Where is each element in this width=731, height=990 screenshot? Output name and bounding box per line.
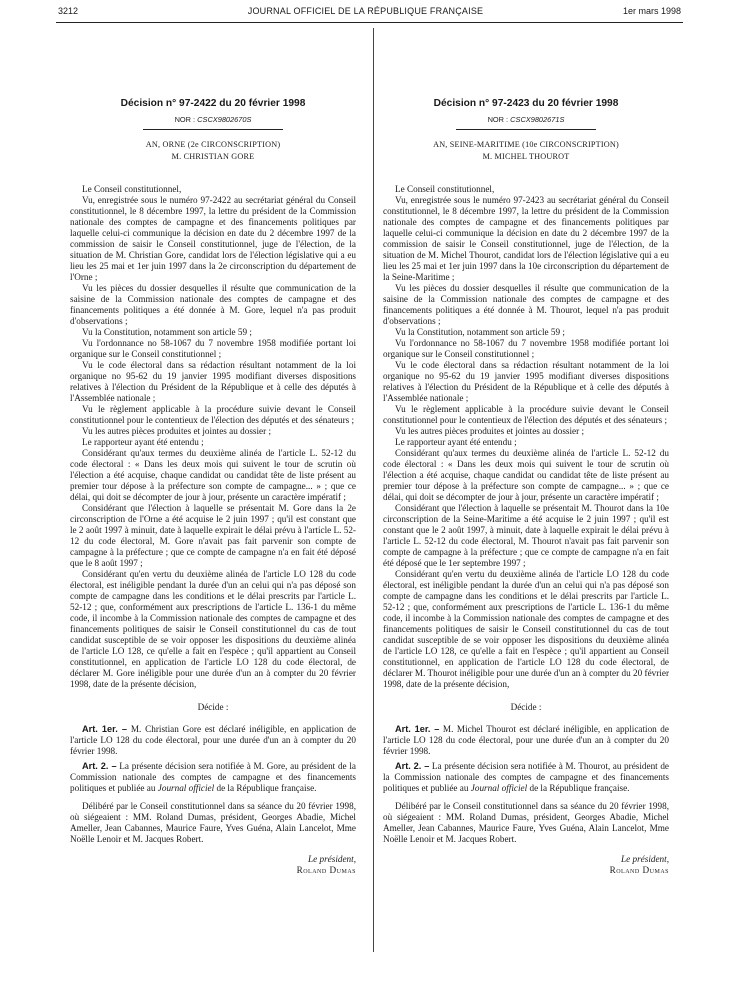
article-1-label: Art. 1er. – bbox=[82, 724, 127, 734]
article-2-label: Art. 2. – bbox=[82, 761, 117, 771]
decision-title: Décision n° 97-2423 du 20 février 1998 bbox=[433, 98, 619, 109]
paragraph-visa: Vu les pièces du dossier desquelles il résulte que communication de la saisine de la Commission nationale des comptes de campagne et des financements politiques a été donnée à M. Thourot, lequel n'a pas produit d'observations ; bbox=[383, 283, 669, 326]
article-1-label: Art. 1er. – bbox=[395, 724, 440, 734]
article-2-text: La présente décision sera notifiée à M. Gore, au président de la Commission nationale des comptes de campagne et des financements politiques et publiée au bbox=[70, 761, 357, 793]
journal-title: JOURNAL OFFICIEL DE LA RÉPUBLIQUE FRANÇAISE bbox=[247, 6, 484, 16]
paragraph-visa: Le rapporteur ayant été entendu ; bbox=[395, 437, 517, 447]
signature-name: Roland Dumas bbox=[296, 865, 356, 875]
paragraph-visa: Vu la Constitution, notamment son article 59 ; bbox=[395, 327, 565, 337]
paragraph-considerant: Considérant que l'élection à laquelle se présentait M. Gore dans la 2e circonscription de l'Orne a été acquise le 2 juin 1997 ; qu'il est constant que le 2 août 1997 à minuit, date à laquelle expirait le délai prévu à l'article L. 52-12 du code électoral, M. Gore n'avait pas fait parvenir son compte de campagne à la préfecture ; que ce compte de campagne n'a en fait été déposé que le 8 août 1997 ; bbox=[70, 503, 356, 568]
article-1-text: M. Michel Thourot est déclaré inéligible, en application de l'article LO 128 du code électoral, pour une durée d'un an à compter du 20 février 1998. bbox=[383, 724, 669, 756]
nor-rule bbox=[456, 129, 596, 130]
deliberation-paragraph: Délibéré par le Conseil constitutionnel dans sa séance du 20 février 1998, où siégeaient : MM. Roland Dumas, président, Georges Abadie, Michel Ameller, Jean Cabannes, Maurice Faure, Yves Guéna, Alain Lancelot, Mme Noëlle Lenoir et M. Jacques Robert. bbox=[383, 801, 669, 844]
article-2-text-end: de la République française. bbox=[527, 783, 630, 793]
signature bbox=[383, 854, 669, 876]
journal-officiel-italic: Journal officiel bbox=[157, 783, 215, 793]
paragraph-visa: Vu les autres pièces produites et jointes au dossier ; bbox=[82, 426, 272, 436]
nor-code: CSCX9802670S bbox=[197, 115, 252, 124]
decision-column-right bbox=[383, 98, 669, 876]
article-2-text-end: de la République française. bbox=[214, 783, 317, 793]
paragraph-visa: Vu l'ordonnance no 58-1067 du 7 novembre 1958 modifiée portant loi organique sur le Conseil constitutionnel ; bbox=[70, 338, 356, 359]
article-1 bbox=[383, 724, 669, 757]
deliberation-paragraph: Délibéré par le Conseil constitutionnel dans sa séance du 20 février 1998, où siégeaient : MM. Roland Dumas, président, Georges Abadie, Michel Ameller, Jean Cabannes, Maurice Faure, Yves Guéna, Alain Lancelot, Mme Noëlle Lenoir et M. Jacques Robert. bbox=[70, 801, 356, 844]
decision-column-left bbox=[70, 98, 356, 876]
article-2-text: La présente décision sera notifiée à M. Thourot, au président de la Commission nationale des comptes de campagne et des financements politiques et publiée au bbox=[383, 761, 669, 793]
decide-heading: Décide : bbox=[197, 702, 229, 712]
paragraph-visa: Vu l'ordonnance no 58-1067 du 7 novembre 1958 modifiée portant loi organique sur le Conseil constitutionnel ; bbox=[383, 338, 669, 359]
paragraph-visa: Vu, enregistrée sous le numéro 97-2423 au secrétariat général du Conseil constitutionnel, le 8 décembre 1997, la lettre du président de la Commission nationale des comptes de campagne et des financements politiques par laquelle celui-ci communique la décision en date du 2 décembre 1997 de la commission de saisir le Conseil constitutionnel, juge de l'élection, de la situation de M. Michel Thourot, candidat lors de l'élection législative qui a eu lieu les 25 mai et 1er juin 1997 dans la 10e circonscription du département de la Seine-Maritime ; bbox=[383, 195, 669, 282]
paragraph-visa: Vu le code électoral dans sa rédaction résultant notamment de la loi organique no 95-62 du 19 janvier 1995 modifiant diverses dispositions relatives à l'élection du Président de la République et à celle des députés à l'Assemblée nationale ; bbox=[383, 360, 669, 403]
decision-subtitle-constituency: AN, SEINE-MARITIME (10e CIRCONSCRIPTION) bbox=[433, 140, 619, 149]
paragraph-considerant: Considérant qu'en vertu du deuxième alinéa de l'article LO 128 du code électoral, est inéligible pendant la durée d'un an celui qui n'a pas déposé son compte de campagne dans les conditions et le délai prescrits par l'article L. 52-12 ; que, conformément aux prescriptions de l'article L. 136-1 du même code, il incombe à la Commission nationale des comptes de campagne et des financements politiques de saisir le Conseil constitutionnel du cas de tout candidat susceptible de se voir opposer les dispositions du deuxième alinéa de l'article LO 128, ce qu'elle a fait en l'espèce ; qu'il appartient au Conseil constitutionnel, en application de l'article LO 128 du code électoral, de déclarer M. Thourot inéligible pour une durée d'un an à compter du 20 février 1998, date de la présente décision, bbox=[383, 569, 669, 689]
paragraph-visa: Vu le règlement applicable à la procédure suivie devant le Conseil constitutionnel pour le contentieux de l'élection des députés et des sénateurs ; bbox=[70, 404, 356, 425]
article-1 bbox=[70, 724, 356, 757]
paragraph-preamble: Le Conseil constitutionnel, bbox=[82, 184, 182, 194]
nor-label: NOR : bbox=[174, 115, 198, 124]
column-divider bbox=[373, 28, 374, 952]
paragraph-visa: Vu les pièces du dossier desquelles il résulte que communication de la saisine de la Commission nationale des comptes de campagne et des financements politiques a été donnée à M. Gore, lequel n'a pas produit d'observations ; bbox=[70, 283, 356, 326]
paragraph-considerant: Considérant qu'aux termes du deuxième alinéa de l'article L. 52-12 du code électoral : « Dans les deux mois qui suivent le tour de scrutin où l'élection a été acquise, chaque candidat ou candidat tête de liste présent au premier tour dépose à la préfecture son compte de campagne... » ; que ce délai, qui doit se décompter de jour à jour, présente un caractère impératif ; bbox=[383, 448, 669, 502]
signature-title: Le président, bbox=[308, 854, 356, 864]
paragraph-considerant: Considérant qu'en vertu du deuxième alinéa de l'article LO 128 du code électoral, est inéligible pendant la durée d'un an celui qui n'a pas déposé son compte de campagne dans les conditions et le délai prescrits par l'article L. 52-12 ; que, conformément aux prescriptions de l'article L. 136-1 du même code, il incombe à la Commission nationale des comptes de campagne et des financements politiques de saisir le Conseil constitutionnel du cas de tout candidat susceptible de se voir opposer les dispositions du deuxième alinéa de l'article LO 128, ce qu'elle a fait en l'espèce ; qu'il appartient au Conseil constitutionnel, en application de l'article LO 128 du code électoral, de déclarer M. Gore inéligible pour une durée d'un an à compter du 20 février 1998, date de la présente décision, bbox=[70, 569, 356, 689]
decide-heading: Décide : bbox=[510, 702, 542, 712]
nor-rule bbox=[143, 129, 283, 130]
issue-date: 1er mars 1998 bbox=[622, 6, 681, 16]
paragraph-considerant: Considérant que l'élection à laquelle se présentait M. Thourot dans la 10e circonscription de la Seine-Maritime a été acquise le 2 juin 1997 ; qu'il est constant que le 2 août 1997, à minuit, date à laquelle expirait le délai prévu à l'article L. 52-12 du code électoral, M. Thourot n'avait pas fait parvenir son compte de campagne à la préfecture ; que ce compte de campagne n'a en fait été déposé que le 1er septembre 1997 ; bbox=[383, 503, 669, 568]
nor-label: NOR : bbox=[487, 115, 511, 124]
signature-name: Roland Dumas bbox=[609, 865, 669, 875]
signature bbox=[70, 854, 356, 876]
decision-subtitle-candidate: M. MICHEL THOUROT bbox=[482, 152, 570, 161]
paragraph-visa: Vu la Constitution, notamment son article 59 ; bbox=[82, 327, 252, 337]
article-1-text: M. Christian Gore est déclaré inéligible, en application de l'article LO 128 du code électoral, pour une durée d'un an à compter du 20 février 1998. bbox=[70, 724, 356, 756]
journal-officiel-italic: Journal officiel bbox=[470, 783, 528, 793]
header-rule bbox=[56, 22, 683, 23]
article-2 bbox=[70, 761, 356, 794]
article-2-label: Art. 2. – bbox=[395, 761, 430, 771]
signature-title: Le président, bbox=[621, 854, 669, 864]
nor-code: CSCX9802671S bbox=[510, 115, 565, 124]
paragraph-visa: Vu le code électoral dans sa rédaction résultant notamment de la loi organique no 95-62 du 19 janvier 1995 modifiant diverses dispositions relatives à l'élection du Président de la République et à celle des députés à l'Assemblée nationale ; bbox=[70, 360, 356, 403]
decision-subtitle-candidate: M. CHRISTIAN GORE bbox=[171, 152, 255, 161]
running-header bbox=[0, 0, 731, 24]
paragraph-preamble: Le Conseil constitutionnel, bbox=[395, 184, 495, 194]
paragraph-visa: Vu les autres pièces produites et jointes au dossier ; bbox=[395, 426, 585, 436]
paragraph-visa: Le rapporteur ayant été entendu ; bbox=[82, 437, 204, 447]
paragraph-considerant: Considérant qu'aux termes du deuxième alinéa de l'article L. 52-12 du code électoral : « Dans les deux mois qui suivent le tour de scrutin où l'élection a été acquise, chaque candidat ou candidat tête de liste présent au premier tour dépose à la préfecture son compte de campagne... » ; que ce délai, qui doit se décompter de jour à jour, présente un caractère impératif ; bbox=[70, 448, 356, 502]
decision-title: Décision n° 97-2422 du 20 février 1998 bbox=[120, 98, 306, 109]
decision-subtitle-constituency: AN, ORNE (2e CIRCONSCRIPTION) bbox=[145, 140, 281, 149]
paragraph-visa: Vu le règlement applicable à la procédure suivie devant le Conseil constitutionnel pour le contentieux de l'élection des députés et des sénateurs ; bbox=[383, 404, 669, 425]
nor-reference bbox=[383, 114, 669, 125]
paragraph-visa: Vu, enregistrée sous le numéro 97-2422 au secrétariat général du Conseil constitutionnel, le 8 décembre 1997, la lettre du président de la Commission nationale des comptes de campagne et des financements politiques par laquelle celui-ci communique la décision en date du 2 décembre 1997 de la commission de saisir le Conseil constitutionnel, juge de l'élection, de la situation de M. Christian Gore, candidat lors de l'élection législative qui a eu lieu les 25 mai et 1er juin 1997 dans la 2e circonscription du département de l'Orne ; bbox=[70, 195, 356, 282]
nor-reference bbox=[70, 114, 356, 125]
page-number: 3212 bbox=[58, 6, 79, 16]
article-2 bbox=[383, 761, 669, 794]
